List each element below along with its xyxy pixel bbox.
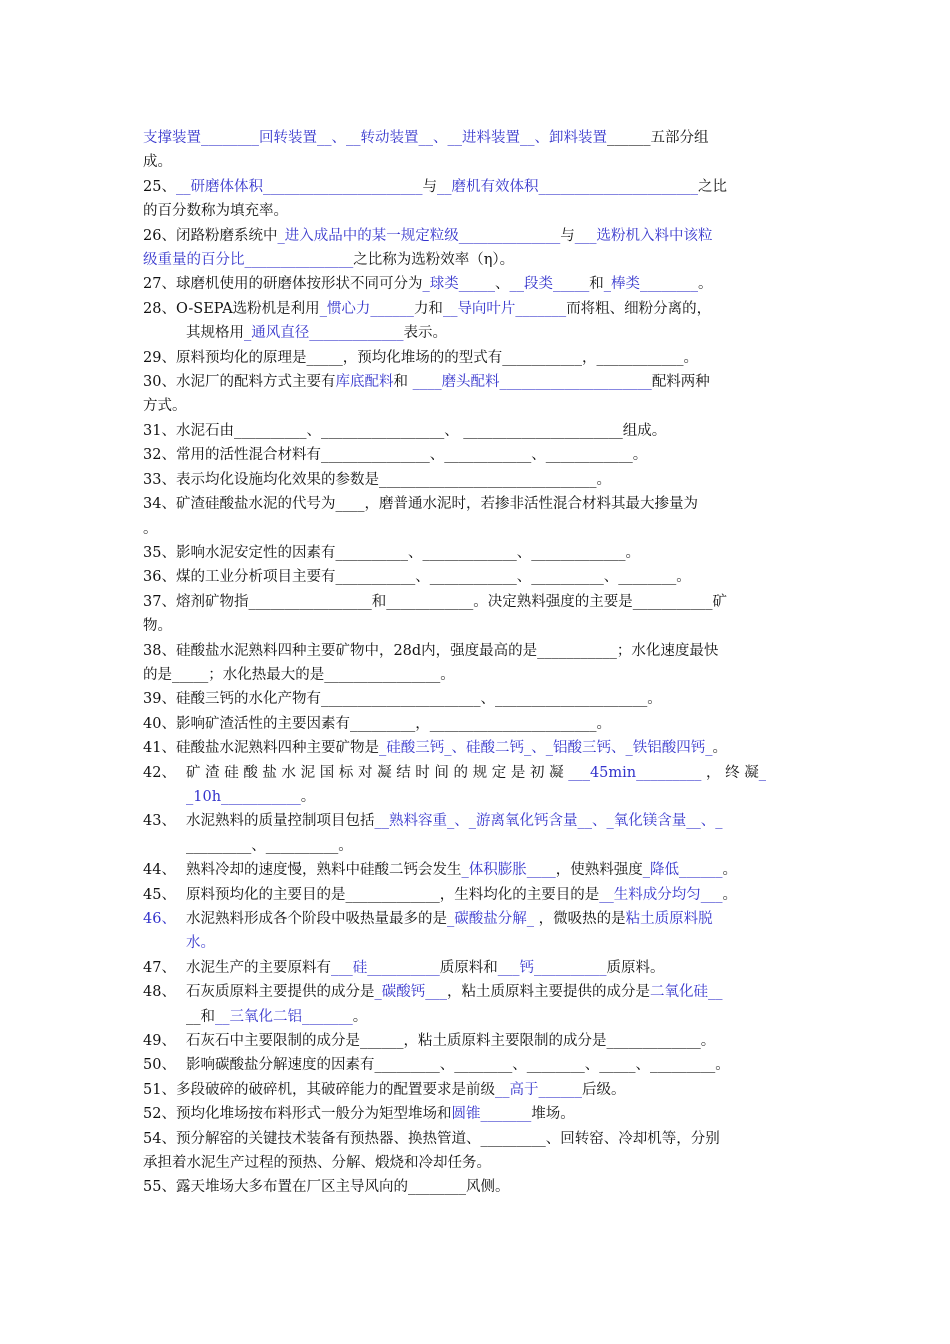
- answer-text: ___选粉机入料中该粒: [574, 227, 713, 244]
- question-item: [143, 175, 811, 224]
- question-item: [143, 126, 811, 175]
- question-text: 。: [712, 740, 727, 757]
- question-text: 39、硅酸三钙的水化产物有______________________、_____________________。: [143, 691, 662, 708]
- question-text: 方式。: [143, 398, 187, 415]
- question-text: 48、: [143, 984, 176, 1001]
- question-text: 质原料。: [606, 959, 665, 976]
- question-line: [143, 321, 811, 345]
- question-line: [143, 736, 811, 760]
- question-line: [143, 419, 811, 443]
- question-item: [143, 1029, 811, 1053]
- answer-text: ___45min_________: [568, 764, 702, 781]
- question-text: 物。: [143, 618, 172, 635]
- question-item: [143, 1127, 811, 1176]
- answer-text: _碳酸盐分解_: [447, 911, 534, 927]
- question-text: 33、表示均化设施均化效果的参数是______________________________。: [143, 471, 611, 488]
- question-text: 质原料和: [439, 959, 498, 976]
- answer-text: __三氧化二铝_______: [215, 1008, 353, 1025]
- answer-text: 46、: [143, 911, 176, 927]
- question-item: [143, 687, 811, 711]
- question-line: [143, 1029, 811, 1053]
- question-text: 36、煤的工业分析项目主要有___________、____________、__________、________。: [143, 569, 691, 586]
- question-line: [143, 834, 811, 858]
- answer-text: __研磨体体积______________________: [175, 178, 423, 195]
- answer-text: 库底配料: [335, 374, 394, 391]
- question-text: 力和: [413, 300, 443, 317]
- question-text: 。: [352, 1008, 368, 1025]
- question-text: 26、闭路粉磨系统中: [143, 227, 278, 244]
- question-item: [143, 1102, 811, 1126]
- answer-text: _硅酸三钙_、硅酸二钙_、_铝酸三钙、_铁铝酸四钙_: [378, 740, 713, 757]
- question-item: [143, 297, 811, 346]
- question-text: 水泥熟料的质量控制项目包括: [186, 813, 375, 830]
- answer-text: __段类_____: [509, 276, 590, 293]
- question-text: 表示。: [403, 325, 447, 342]
- question-text: 41、硅酸盐水泥熟料四种主要矿物是: [143, 740, 379, 757]
- question-line: [143, 590, 811, 614]
- question-text: 40、影响矿渣活性的主要因素有_________，_______________________。: [143, 715, 611, 732]
- answer-text: _棒类________: [603, 276, 698, 293]
- question-line: [143, 346, 811, 370]
- question-line: [143, 687, 811, 711]
- question-text: 和: [393, 374, 413, 391]
- answer-text: _通风直径_____________: [244, 325, 404, 342]
- question-item: [143, 956, 811, 980]
- question-item: [143, 419, 811, 443]
- question-text: 45、: [143, 886, 176, 903]
- question-text: 51、多段破碎的破碎机，其破碎能力的配置要求是前级: [143, 1081, 495, 1098]
- question-text: 27、球磨机使用的研磨体按形状不同可分为: [143, 276, 423, 293]
- question-text: ，粘土质原料主要提供的成分是: [447, 984, 650, 1001]
- question-text: __和: [186, 1008, 215, 1025]
- question-item: [143, 443, 811, 467]
- question-text: 55、露天堆场大多布置在厂区主导风向的________风侧。: [143, 1179, 510, 1196]
- question-line: [143, 297, 811, 321]
- question-item: [143, 590, 811, 639]
- question-text: 后级。: [581, 1081, 626, 1098]
- answer-text: __熟料容重_、_游离氧化钙含量__、_氧化镁含量__、_: [374, 813, 723, 830]
- question-item: [143, 736, 811, 760]
- question-text: 34、矿渣硅酸盐水泥的代号为____，磨普通水泥时，若掺非活性混合材料其最大掺量为: [143, 496, 698, 513]
- question-line: [143, 541, 811, 565]
- question-text: _________、__________。: [186, 837, 353, 854]
- question-item: [143, 1053, 811, 1077]
- question-text: 承担着水泥生产过程的预热、分解、煅烧和冷却任务。: [143, 1155, 491, 1172]
- question-text: 之比: [697, 178, 727, 195]
- question-line: [143, 639, 811, 663]
- answer-text: 水。: [186, 935, 215, 952]
- question-text: ______五部分组: [607, 130, 709, 146]
- question-text: 30、水泥厂的配料方式主要有: [143, 374, 336, 391]
- question-text: 与: [422, 178, 437, 195]
- question-line: [143, 712, 811, 736]
- answer-text: _体积膨胀____: [461, 862, 556, 879]
- question-item: [143, 492, 811, 541]
- question-text: 而将粗、细粉分离的，: [566, 300, 712, 317]
- question-text: 52、预均化堆场按布料形式一般分为矩型堆场和: [143, 1106, 452, 1123]
- question-line: [143, 248, 811, 272]
- answer-text: _球类_____: [422, 276, 495, 293]
- question-text: 的是_____；水化热最大的是________________。: [143, 666, 455, 683]
- question-text: 之比称为选粉效率（η）。: [353, 252, 515, 269]
- question-item: [143, 541, 811, 565]
- question-item: [143, 1078, 811, 1102]
- question-text: 50、: [143, 1057, 176, 1074]
- question-text: 石灰石中主要限制的成分是______，粘土质原料主要限制的成分是_____________。: [186, 1033, 716, 1050]
- question-item: [143, 1175, 811, 1199]
- question-text: 与: [560, 227, 575, 244]
- question-line: [143, 224, 811, 248]
- question-text: 。: [143, 520, 158, 537]
- question-line: [143, 492, 811, 516]
- question-line: [143, 443, 811, 467]
- question-item: [143, 468, 811, 492]
- answer-text: 级重量的百分比_______________: [143, 252, 354, 269]
- question-line: [143, 1151, 811, 1175]
- question-item: [143, 370, 811, 419]
- question-line: [143, 809, 811, 833]
- answer-text: _进入成品中的某一规定粒级______________: [277, 227, 561, 244]
- question-item: [143, 565, 811, 589]
- question-text: 石灰质原料主要提供的成分是: [186, 984, 375, 1001]
- question-text: 25、: [143, 178, 176, 195]
- question-line: [143, 1053, 811, 1077]
- question-line: [143, 1175, 811, 1199]
- answer-text: 二氧化硅__: [650, 984, 723, 1001]
- answer-text: 粘土质原料脱: [625, 911, 713, 927]
- question-text: 。: [722, 862, 737, 879]
- question-item: [143, 272, 811, 296]
- question-line: [143, 175, 811, 199]
- question-text: ， 终 凝: [701, 764, 759, 781]
- question-text: 、: [494, 276, 510, 293]
- question-text: 54、预分解窑的关键技术装备有预热器、换热管道、_________、回转窑、冷却机等，分别: [143, 1130, 720, 1147]
- answer-text: _惯心力______: [319, 300, 414, 317]
- question-text: 水泥熟料形成各个阶段中吸热量最多的是: [186, 911, 447, 927]
- question-text: 水泥生产的主要原料有: [186, 959, 331, 976]
- question-line: [143, 199, 811, 223]
- question-line: [143, 370, 811, 394]
- question-line: [143, 663, 811, 687]
- answer-text: 支撑装置: [143, 130, 201, 146]
- question-text: 和: [589, 276, 604, 293]
- question-line: [143, 980, 811, 1004]
- question-line: [143, 272, 811, 296]
- question-item: [143, 858, 811, 882]
- question-line: [143, 126, 811, 150]
- answer-text: ________回转装置__、__转动装置__、__进料装置__、卸料装置: [201, 130, 607, 146]
- question-text: 44、: [143, 862, 176, 879]
- question-item: [143, 712, 811, 736]
- question-text: 熟料冷却的速度慢，熟料中硅酸二钙会发生: [186, 862, 462, 879]
- question-line: [143, 614, 811, 638]
- question-text: 原料预均化的主要目的是_____________，生料均化的主要目的是: [186, 886, 600, 903]
- question-text: 31、水泥石由__________、_________________、 ______________________组成。: [143, 422, 667, 439]
- question-line: [143, 785, 811, 809]
- question-text: 37、熔剂矿物指_________________和____________。决定熟料强度的主要是___________矿: [143, 593, 727, 610]
- answer-text: ___硅__________: [331, 959, 440, 976]
- question-item: [143, 346, 811, 370]
- question-item: [143, 639, 811, 688]
- question-line: [143, 1078, 811, 1102]
- question-text: 矿 渣 硅 酸 盐 水 泥 国 标 对 凝 结 时 间 的 规 定 是 初 凝: [186, 764, 569, 781]
- question-text: 。: [697, 276, 713, 293]
- answer-text: _降低______: [642, 862, 723, 879]
- question-line: [143, 761, 811, 785]
- answer-text: _: [758, 764, 766, 781]
- question-text: 堆场。: [531, 1106, 575, 1123]
- question-list: [143, 126, 811, 1200]
- answer-text: __生料成分均匀___: [599, 886, 723, 903]
- question-line: [143, 468, 811, 492]
- question-text: 其规格用: [186, 325, 244, 342]
- question-text: 配料两种: [651, 374, 710, 391]
- question-item: [143, 224, 811, 273]
- question-text: 42、: [143, 764, 176, 781]
- answer-text: ___钙__________: [497, 959, 607, 976]
- question-line: [143, 150, 811, 174]
- question-line: [143, 1005, 811, 1029]
- question-line: [143, 565, 811, 589]
- question-text: 28、O-SEPA选粉机是利用: [143, 300, 320, 317]
- question-line: [143, 1102, 811, 1126]
- question-text: 38、硅酸盐水泥熟料四种主要矿物中，28d内，强度最高的是___________；水化速度最快: [143, 642, 719, 659]
- question-item: [143, 907, 811, 956]
- question-text: 。: [300, 788, 316, 805]
- question-line: [143, 394, 811, 418]
- question-item: [143, 761, 811, 810]
- question-text: ，使熟料强度: [555, 862, 643, 879]
- question-text: 43、: [143, 813, 176, 830]
- question-line: [143, 907, 811, 931]
- question-text: 47、: [143, 959, 176, 976]
- question-line: [143, 931, 811, 955]
- question-line: [143, 1127, 811, 1151]
- answer-text: _碳酸钙___: [374, 984, 447, 1001]
- answer-text: 圆锥_______: [451, 1106, 532, 1123]
- answer-text: __导向叶片_______: [442, 300, 567, 317]
- question-text: 49、: [143, 1033, 176, 1050]
- answer-text: ____磨头配料_____________________: [412, 374, 652, 391]
- question-item: [143, 980, 811, 1029]
- question-text: 32、常用的活性混合材料有_______________、____________、____________。: [143, 447, 648, 464]
- question-line: [143, 956, 811, 980]
- question-text: 的百分数称为填充率。: [143, 203, 288, 220]
- question-item: [143, 809, 811, 858]
- question-line: [143, 517, 811, 541]
- question-text: 成。: [143, 154, 172, 171]
- question-line: [143, 883, 811, 907]
- question-line: [143, 858, 811, 882]
- question-text: 影响碳酸盐分解速度的因素有_________、________、________、_____、_________。: [186, 1057, 730, 1074]
- question-text: 29、原料预均化的原理是_____，预均化堆场的的型式有___________，____________。: [143, 349, 698, 366]
- answer-text: __磨机有效体积______________________: [436, 178, 698, 195]
- answer-text: __高于______: [494, 1081, 582, 1098]
- question-item: [143, 883, 811, 907]
- answer-text: _10h___________: [186, 788, 301, 805]
- question-text: 。: [722, 886, 737, 903]
- question-text: ，微吸热的是: [534, 911, 626, 927]
- question-text: 35、影响水泥安定性的因素有__________、_____________、_____________。: [143, 544, 640, 561]
